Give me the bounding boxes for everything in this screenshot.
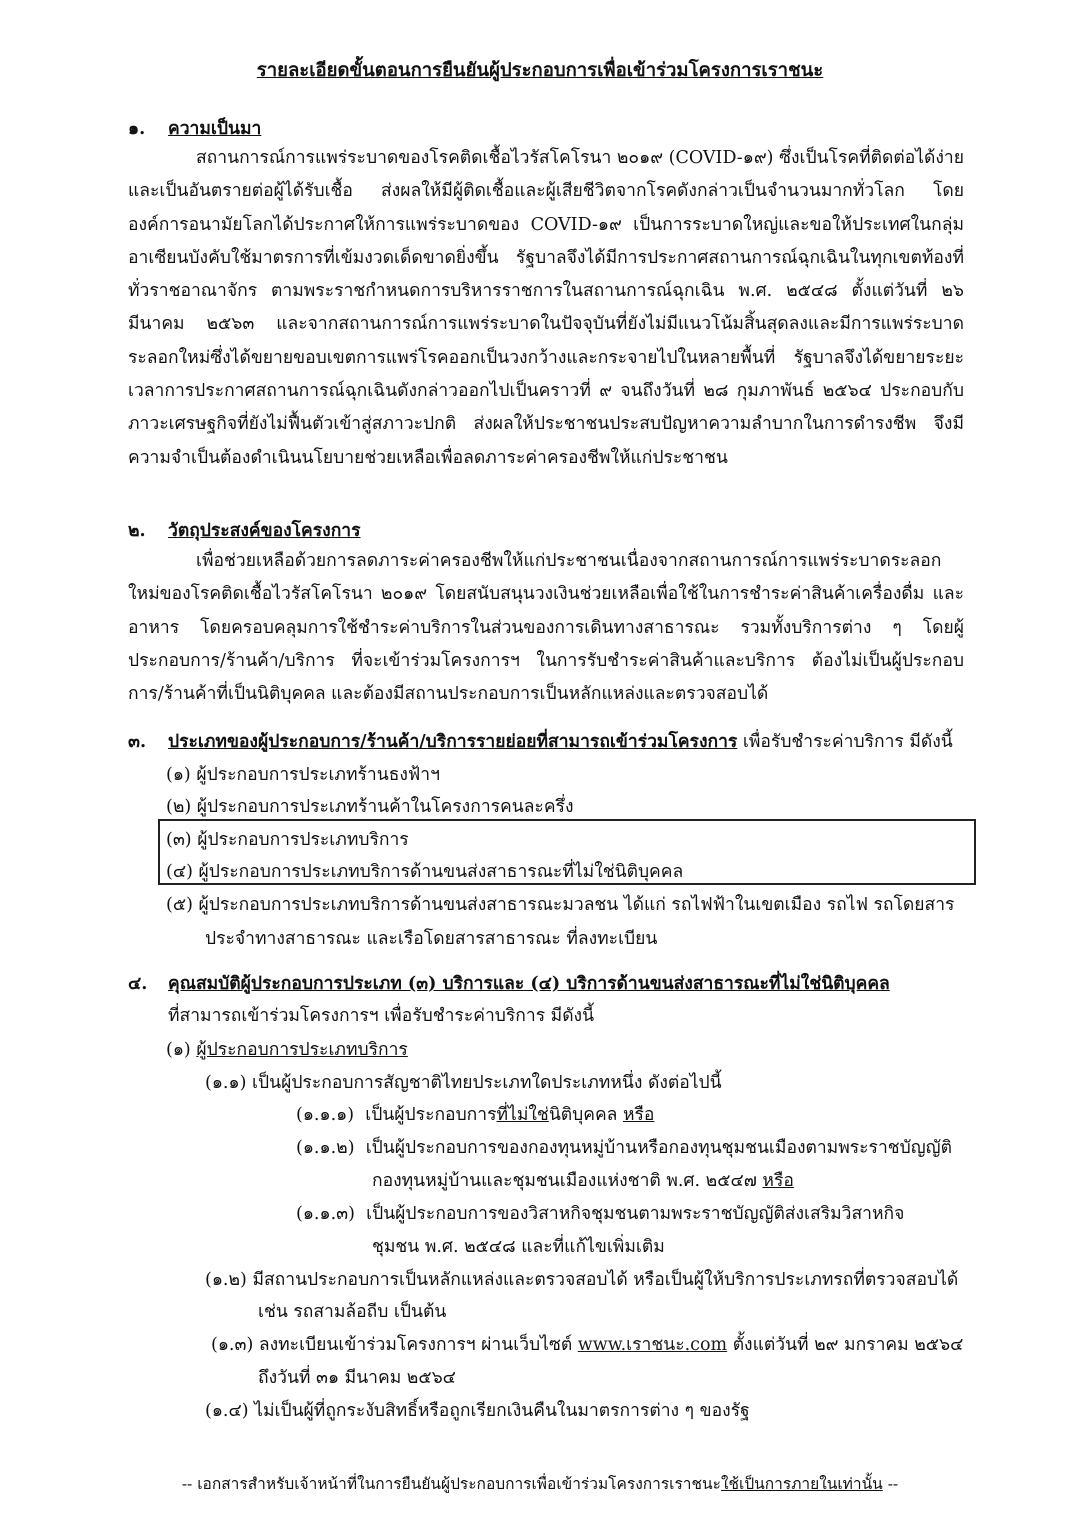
section-4-heading-line2: ที่สามารถเข้าร่วมโครงการฯ เพื่อรับชำระค่าบริการ มีดังนี้ (168, 1006, 595, 1026)
section-title: วัตถุประสงค์ของโครงการ (168, 521, 361, 541)
item-text: ผู้ประกอบการประเภทบริการด้านขนส่งสาธารณะมวลชน ได้แก่ รถไฟฟ้าในเขตเมือง รถไฟ รถโดยสาร (198, 895, 955, 915)
item-text: ผู้ประกอบการประเภทร้านค้าในโครงการคนละครึ่ง (196, 797, 574, 817)
list-item (211, 1330, 963, 1358)
sub-heading (166, 1035, 408, 1063)
item-number: (๑.๓) (211, 1335, 254, 1355)
item-number: (๑) (166, 765, 191, 785)
list-item (166, 857, 683, 885)
item-number: (๔) (166, 862, 193, 882)
list-item (296, 1133, 952, 1161)
footer-text: -- เอกสารสำหรับเจ้าหน้าที่ในการยืนยันผู้ประกอบการเพื่อเข้าร่วมโครงการเราชนะ (181, 1475, 721, 1493)
item-text: ลงทะเบียนเข้าร่วมโครงการฯ ผ่านเว็บไซต์ (258, 1335, 578, 1355)
section-3-heading (128, 727, 953, 755)
item-text: เป็นผู้ประกอบการ (365, 1105, 497, 1125)
list-item (166, 792, 573, 820)
section-number: ๔. (128, 974, 148, 994)
item-text-underlined: ไม่ใช่ (508, 1105, 549, 1125)
footer-text-underlined: ใช้เป็นการภายในเท่านั้น (720, 1475, 883, 1493)
item-number: (๑.๑) (205, 1073, 247, 1093)
item-number: (๑.๒) (205, 1270, 247, 1290)
section-1-heading (128, 114, 261, 142)
list-item (205, 1396, 750, 1424)
item-text: ไม่เป็นผู้ที่ถูกระงับสิทธิ์หรือถูกเรียกเงินคืนในมาตรการต่าง ๆ ของรัฐ (254, 1401, 750, 1421)
item-text-underlined: หรือ (762, 1171, 794, 1191)
list-item-continuation: ชุมชน พ.ศ. ๒๕๔๘ และที่แก้ไขเพิ่มเติม (372, 1237, 665, 1257)
item-number: (๕) (166, 895, 193, 915)
item-text: ผู้ประกอบการประเภทบริการ (197, 830, 409, 850)
item-text: มีสถานประกอบการเป็นหลักแหล่งและตรวจสอบได้ หรือเป็นผู้ให้บริการประเภทรถที่ตรวจสอบได้ (252, 1270, 959, 1290)
list-item (166, 890, 954, 918)
item-number: (๑.๑.๑) (296, 1105, 355, 1125)
sub-heading-text: ผู้ประกอบการประเภทบริการ (196, 1040, 408, 1060)
page-title: รายละเอียดขั้นตอนการยืนยันผู้ประกอบการเพื่อเข้าร่วมโครงการเราชนะ (256, 60, 824, 81)
list-item-continuation: ถึงวันที่ ๓๑ มีนาคม ๒๕๖๔ (258, 1368, 456, 1388)
footer-text: -- (882, 1475, 899, 1493)
item-text-underlined: หรือ (622, 1105, 655, 1125)
section-title: คุณสมบัติผู้ประกอบการประเภท (๓) บริการและ (๔) บริการด้านขนส่งสาธารณะที่ไม่ใช่นิติบุคคล (168, 974, 890, 994)
section-number: ๑. (128, 119, 146, 139)
item-number: (๑.๑.๓) (296, 1204, 355, 1224)
item-number: (๑.๑.๒) (296, 1138, 355, 1158)
item-text: ตั้งแต่วันที่ ๒๙ มกราคม ๒๕๖๔ (727, 1335, 964, 1355)
section-2-body: เพื่อช่วยเหลือด้วยการลดภาระค่าครองชีพให้แก่ประชาชนเนื่องจากสถานการณ์การแพร่ระบาดระลอกใหม่ของโรคติดเชื้อไวรัสโคโรนา ๒๐๑๙ โดยสนับสนุนวงเงินช่วยเหลือเพื่อใช้ในการชำระค่าสินค้าเครื่องดื่ม และอาหาร โดยครอบคลุมการใช้ชำระค่าบริการในส่วนของการเดินทางสาธารณะ รวมทั้งบริการต่าง ๆ โดยผู้ประกอบการ/ร้านค้า/บริการ ที่จะเข้าร่วมโครงการฯ ในการรับชำระค่าสินค้าและบริการ ต้องไม่เป็นผู้ประกอบการ/ร้านค้าที่เป็นนิติบุคคล และต้องมีสถานประกอบการเป็นหลักแหล่งและตรวจสอบได้ (128, 551, 964, 705)
item-number: (๑.๔) (205, 1401, 249, 1421)
item-text: ผู้ประกอบการประเภทบริการด้านขนส่งสาธารณะที่ไม่ใช่นิติบุคคล (198, 862, 684, 882)
item-text-underlined: ที่ (496, 1105, 509, 1125)
section-number: ๒. (128, 521, 146, 541)
section-title: ประเภทของผู้ประกอบการ/ร้านค้า/บริการรายย่อยที่สามารถเข้าร่วมโครงการ (168, 732, 738, 752)
section-number: ๓. (128, 732, 147, 752)
item-text: เป็นผู้ประกอบการของวิสาหกิจชุมชนตามพระราชบัญญัติส่งเสริมวิสาหกิจ (366, 1204, 905, 1224)
section-4-heading (128, 969, 890, 997)
section-2-heading (128, 516, 361, 544)
list-item (166, 825, 409, 853)
footer-note (0, 1471, 1080, 1496)
item-text: นิติบุคคล (548, 1105, 623, 1125)
list-item-continuation (372, 1166, 794, 1194)
item-text: เป็นผู้ประกอบการสัญชาติไทยประเภทใดประเภทหนึ่ง ดังต่อไปนี้ (252, 1073, 722, 1093)
item-text: กองทุนหมู่บ้านและชุมชนเมืองแห่งชาติ พ.ศ. ๒๕๔๗ (372, 1171, 763, 1191)
list-item (296, 1100, 654, 1128)
list-item (205, 1068, 722, 1096)
section-title-rest: เพื่อรับชำระค่าบริการ มีดังนี้ (737, 732, 953, 752)
item-number: (๒) (166, 797, 192, 817)
list-item (296, 1199, 904, 1227)
section-title: ความเป็นมา (168, 119, 262, 139)
section-1-body: สถานการณ์การแพร่ระบาดของโรคติดเชื้อไวรัสโคโรนา ๒๐๑๙ (COVID-๑๙) ซึ่งเป็นโรคที่ติดต่อได้ง่ายและเป็นอันตรายต่อผู้ได้รับเชื้อ ส่งผลให้มีผู้ติดเชื้อและผู้เสียชีวิตจากโรคดังกล่าวเป็นจำนวนมากทั่วโลก โดยองค์การอนามัยโลกได้ประกาศให้การแพร่ระบาดของ COVID-๑๙ เป็นการระบาดใหญ่และขอให้ประเทศในกลุ่มอาเซียนบังคับใช้มาตรการที่เข้มงวดเด็ดขาดยิ่งขึ้น รัฐบาลจึงได้มีการประกาศสถานการณ์ฉุกเฉินในทุกเขตท้องที่ทั่วราชอาณาจักร ตามพระราชกำหนดการบริหารราชการในสถานการณ์ฉุกเฉิน พ.ศ. ๒๕๔๘ ตั้งแต่วันที่ ๒๖ มีนาคม ๒๕๖๓ และจากสถานการณ์การแพร่ระบาดในปัจจุบันที่ยังไม่มีแนวโน้มสิ้นสุดลงและมีการแพร่ระบาดระลอกใหม่ซึ่งได้ขยายขอบเขตการแพร่โรคออกเป็นวงกว้างและกระจายไปในหลายพื้นที่ รัฐบาลจึงได้ขยายระยะเวลาการประกาศสถานการณ์ฉุกเฉินดังกล่าวออกไปเป็นคราวที่ ๙ จนถึงวันที่ ๒๘ กุมภาพันธ์ ๒๕๖๔ ประกอบกับภาวะเศรษฐกิจที่ยังไม่ฟื้นตัวเข้าสู่สภาวะปกติ ส่งผลให้ประชาชนประสบปัญหาความลำบากในการดำรงชีพ จึงมีความจำเป็นต้องดำเนินนโยบายช่วยเหลือเพื่อลดภาระค่าครองชีพให้แก่ประชาชน (128, 148, 964, 468)
list-item-continuation: ประจำทางสาธารณะ และเรือโดยสารสาธารณะ ที่ลงทะเบียน (205, 929, 658, 949)
list-item (205, 1265, 958, 1293)
item-text: ผู้ประกอบการประเภทร้านธงฟ้าฯ (196, 765, 440, 785)
list-item-continuation: เช่น รถสามล้อถีบ เป็นต้น (258, 1302, 447, 1322)
website-link[interactable]: www.เราชนะ.com (577, 1335, 728, 1355)
item-number: (๓) (166, 830, 192, 850)
list-item (166, 760, 440, 788)
item-number: (๑) (166, 1040, 191, 1060)
item-text: เป็นผู้ประกอบการของกองทุนหมู่บ้านหรือกองทุนชุมชนเมืองตามพระราชบัญญัติ (365, 1138, 952, 1158)
